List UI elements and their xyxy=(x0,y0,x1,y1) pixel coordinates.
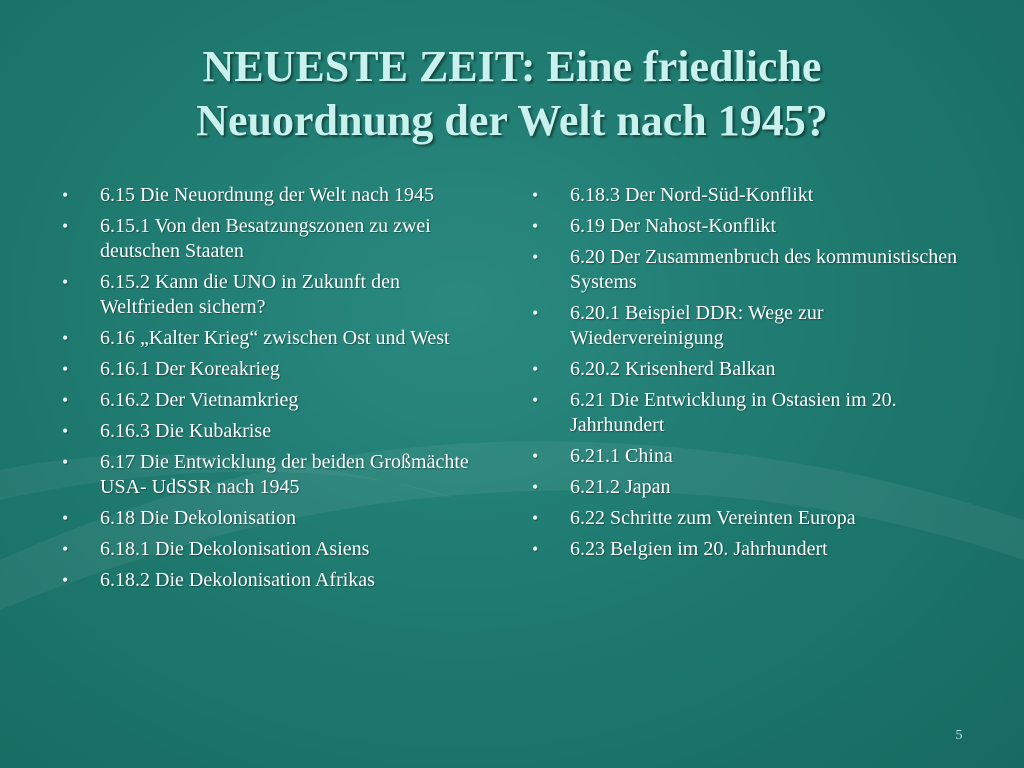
bullet-icon: • xyxy=(62,508,69,528)
list-item xyxy=(530,301,960,351)
list-item xyxy=(530,245,960,295)
bullet-icon: • xyxy=(62,421,69,441)
list-item-text: 6.17 Die Entwicklung der beiden Großmächte USA- UdSSR nach 1945 xyxy=(100,451,469,498)
list-item xyxy=(60,357,490,382)
list-item-text: 6.21 Die Entwicklung in Ostasien im 20. Jahrhundert xyxy=(570,389,897,436)
bullet-icon: • xyxy=(532,303,539,323)
bullet-icon: • xyxy=(62,185,69,205)
list-item-text: 6.21.2 Japan xyxy=(570,476,671,498)
list-item xyxy=(530,537,960,562)
bullet-icon: • xyxy=(62,272,69,292)
list-item xyxy=(60,183,490,208)
list-item-text: 6.19 Der Nahost-Konflikt xyxy=(570,215,777,237)
bullet-icon: • xyxy=(62,539,69,559)
list-item xyxy=(530,183,960,208)
list-item-text: 6.21.1 China xyxy=(570,445,673,467)
list-item xyxy=(60,326,490,351)
list-item-text: 6.18 Die Dekolonisation xyxy=(100,507,297,529)
bullet-icon: • xyxy=(532,539,539,559)
list-item xyxy=(60,270,490,320)
list-item-text: 6.22 Schritte zum Vereinten Europa xyxy=(570,507,856,529)
title-line-2: Neuordnung der Welt nach 1945? xyxy=(196,96,828,145)
page-number: 5 xyxy=(955,728,963,743)
title-line-1: NEUESTE ZEIT: Eine friedliche xyxy=(202,42,822,91)
bullet-icon: • xyxy=(532,508,539,528)
list-item xyxy=(530,506,960,531)
list-item-text: 6.23 Belgien im 20. Jahrhundert xyxy=(570,538,828,560)
list-item-text: 6.15.1 Von den Besatzungszonen zu zwei deutschen Staaten xyxy=(100,215,431,262)
list-item-text: 6.18.2 Die Dekolonisation Afrikas xyxy=(100,569,375,591)
bullet-icon: • xyxy=(532,390,539,410)
list-item xyxy=(530,357,960,382)
bullet-icon: • xyxy=(62,390,69,410)
bullet-icon: • xyxy=(62,570,69,590)
bullet-icon: • xyxy=(62,359,69,379)
list-item-text: 6.16.2 Der Vietnamkrieg xyxy=(100,389,299,411)
slide-title xyxy=(60,40,964,148)
list-item xyxy=(530,475,960,500)
list-item xyxy=(60,568,490,593)
right-bullet-list xyxy=(530,183,960,568)
list-item-text: 6.20.2 Krisenherd Balkan xyxy=(570,358,776,380)
list-item-text: 6.20.1 Beispiel DDR: Wege zur Wiedervereinigung xyxy=(570,302,824,349)
left-bullet-list xyxy=(60,183,490,599)
bullet-icon: • xyxy=(532,446,539,466)
bullet-icon: • xyxy=(532,359,539,379)
list-item xyxy=(60,214,490,264)
list-item-text: 6.16.3 Die Kubakrise xyxy=(100,420,272,442)
list-item xyxy=(60,419,490,444)
bullet-icon: • xyxy=(62,452,69,472)
bullet-icon: • xyxy=(62,216,69,236)
bullet-icon: • xyxy=(62,328,69,348)
list-item-text: 6.15 Die Neuordnung der Welt nach 1945 xyxy=(100,184,435,206)
bullet-icon: • xyxy=(532,185,539,205)
list-item-text: 6.15.2 Kann die UNO in Zukunft den Weltfrieden sichern? xyxy=(100,271,400,318)
list-item xyxy=(530,444,960,469)
list-item xyxy=(60,537,490,562)
list-item-text: 6.16.1 Der Koreakrieg xyxy=(100,358,280,380)
list-item-text: 6.18.1 Die Dekolonisation Asiens xyxy=(100,538,370,560)
list-item-text: 6.20 Der Zusammenbruch des kommunistischen Systems xyxy=(570,246,958,293)
list-item xyxy=(60,506,490,531)
list-item xyxy=(60,450,490,500)
list-item-text: 6.16 „Kalter Krieg“ zwischen Ost und West xyxy=(100,327,450,349)
bullet-icon: • xyxy=(532,477,539,497)
list-item xyxy=(530,214,960,239)
list-item-text: 6.18.3 Der Nord-Süd-Konflikt xyxy=(570,184,814,206)
list-item xyxy=(530,388,960,438)
bullet-icon: • xyxy=(532,216,539,236)
bullet-icon: • xyxy=(532,247,539,267)
list-item xyxy=(60,388,490,413)
